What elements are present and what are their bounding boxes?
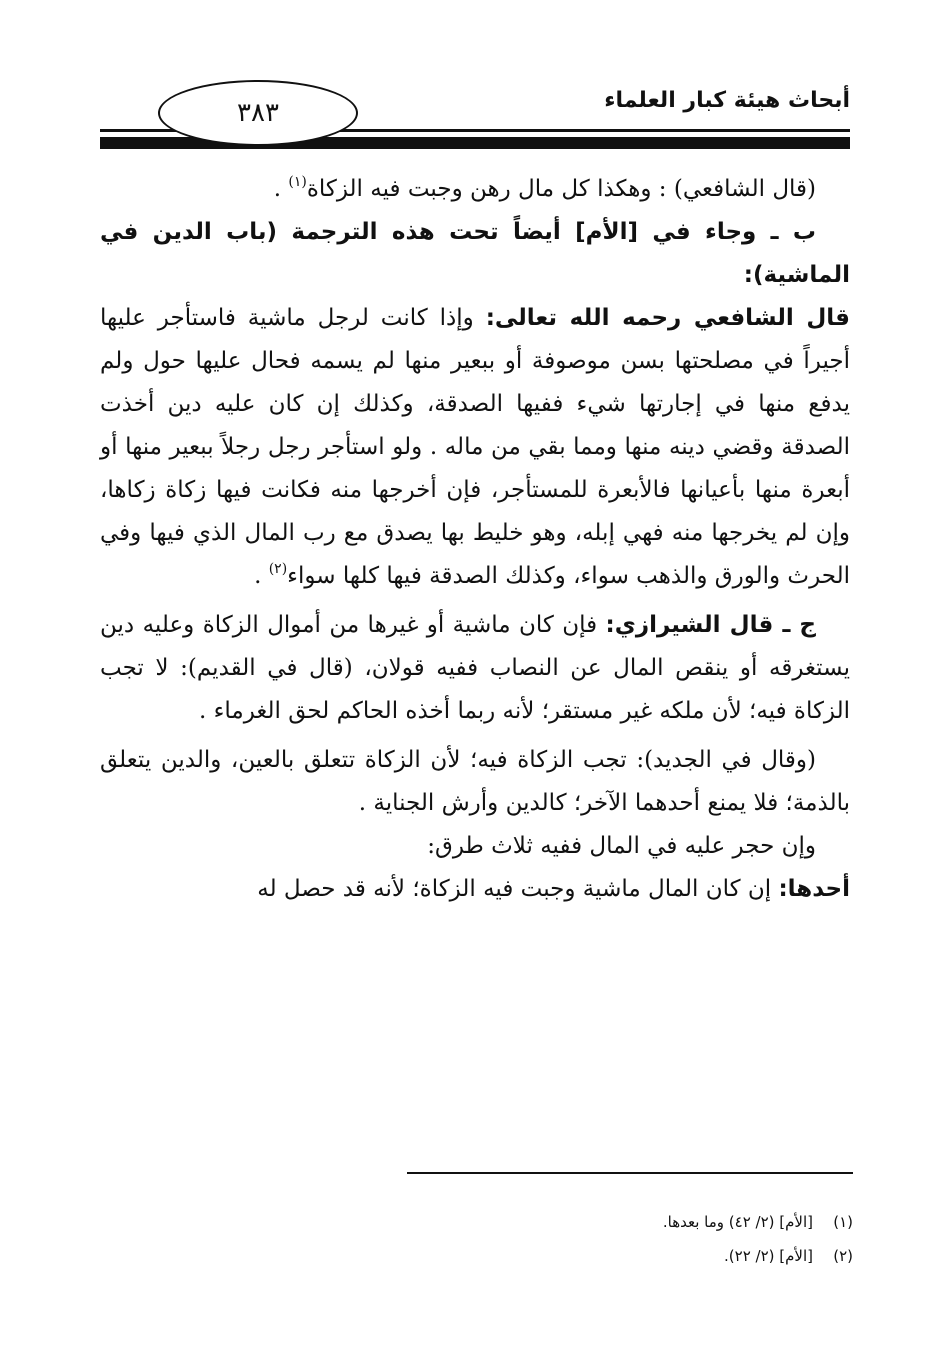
paragraph-al-umm-quote — [100, 297, 850, 598]
page-number: ٣٨٣ — [237, 98, 279, 128]
page-header — [100, 70, 850, 160]
end-mark: . — [273, 176, 289, 202]
text-line: فإن كان ماشية أو غيرها من أموال الزكاة وعليه دين يستغرقه أو ينقص المال عن النصاب ففيه قولان، (قال في القديم): لا تجب الزكاة فيه؛ لأن ملكه غير مستقر؛ لأنه ربما أخذه الحاكم لحق الغرماء . — [100, 612, 850, 724]
text-line: وإذا كانت لرجل ماشية فاستأجر عليها أجيراً في مصلحتها بسن موصوفة أو ببعير منها لم يسمه فحال عليها حول ولم يدفع منها في إجارتها شيء ففيها الصدقة، وكذلك إن كان عليه دين أخذت الصدقة وقضي دينه منها ومما بقي من ماله . ولو استأجر رجل رجلاً ببعير منها أو أبعرة منها بأعيانها فالأبعرة للمستأجر، فإن أخرجها منه فكانت فيها زكاة زكاها، وإن لم يخرجها منه فهي إبله، وهو خليط بها يصدق مع رب المال الذي فيها وفي الحرث والورق والذهب سواء، وكذلك الصدقة فيها كلها سواء — [100, 305, 850, 589]
footnote-number: (١) — [833, 1213, 853, 1231]
paragraph-jadid: (وقال في الجديد): تجب الزكاة فيه؛ لأن الزكاة تتعلق بالعين، والدين يتعلق بالذمة؛ فلا يمنع أحدهما الآخر؛ كالدين وأرش الجناية . — [100, 747, 850, 816]
shirazi-label: ج ـ قال الشيرازي: — [605, 612, 816, 638]
footnote-text: [الأم] (٢/ ٢٢). — [724, 1247, 813, 1265]
paragraph-shafii-rahn — [100, 168, 850, 211]
footnote-number: (٢) — [833, 1247, 853, 1265]
paragraph-al-umm-heading: ب ـ وجاء في [الأم] أيضاً تحت هذه الترجمة (باب الدين في الماشية): — [100, 219, 850, 288]
first-way-label: أحدها: — [778, 876, 850, 902]
footnote-2 — [253, 1239, 853, 1273]
paragraph-shirazi — [100, 604, 850, 733]
text-line: إن كان المال ماشية وجبت فيه الزكاة؛ لأنه قد حصل له — [257, 876, 772, 902]
shafii-label: قال الشافعي رحمه الله تعالى: — [485, 305, 850, 331]
text-line: (قال الشافعي) : وهكذا كل مال رهن وجبت فيه الزكاة — [306, 176, 816, 202]
footnote-ref-1: (١) — [288, 174, 307, 190]
footnotes — [253, 1205, 853, 1273]
footnote-1 — [253, 1205, 853, 1239]
page-number-badge — [158, 80, 358, 146]
paragraph-hajr: وإن حجر عليه في المال ففيه ثلاث طرق: — [427, 833, 816, 859]
footnote-separator — [407, 1172, 853, 1174]
running-title: أبحاث هيئة كبار العلماء — [604, 88, 850, 113]
footnote-text: [الأم] (٢/ ٤٢) وما بعدها. — [662, 1213, 813, 1231]
footnote-ref-2: (٢) — [268, 561, 288, 577]
paragraph-first-way — [100, 868, 850, 911]
main-text — [100, 168, 850, 911]
end-mark: . — [254, 563, 269, 589]
